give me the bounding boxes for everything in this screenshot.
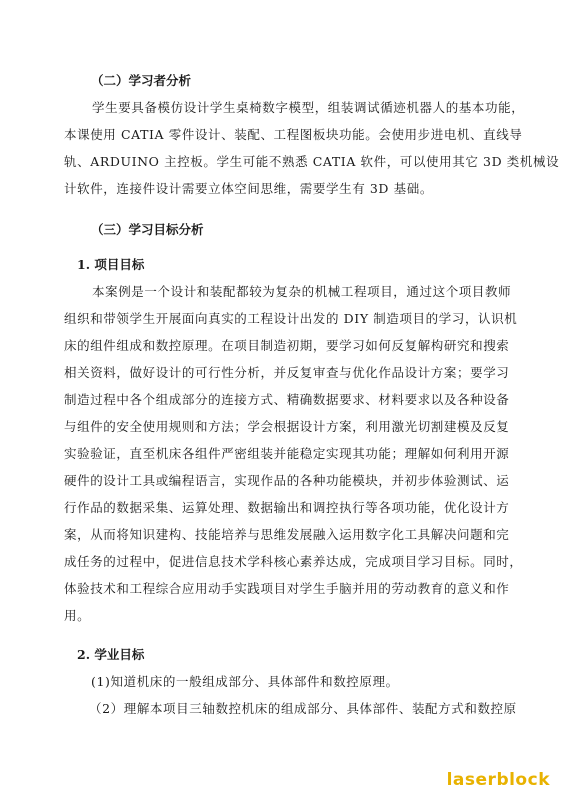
project-paragraph-line: 本案例是一个设计和装配都较为复杂的机械工程项目，通过这个项目教师 (92, 284, 512, 299)
project-paragraph-line: 组织和带领学生开展面向真实的工程设计出发的 DIY 制造项目的学习，认识机 (64, 311, 518, 326)
project-paragraph-line: 案，从而将知识建构、技能培养与思维发展融入运用数字化工具解决问题和完 (64, 527, 510, 542)
project-paragraph-line: 实验验证，直至机床各组件严密组装并能稳定实现其功能；理解如何利用开源 (64, 446, 510, 461)
project-paragraph-line: 硬件的设计工具或编程语言，实现作品的各种功能模块，并初步体验测试、运 (64, 473, 510, 488)
learner-paragraph-line: 轨、ARDUINO 主控板。学生可能不熟悉 CATIA 软件，可以使用其它 3D 类机械设 (64, 154, 560, 169)
project-paragraph-line: 与组件的安全使用规则和方法；学会根据设计方案，利用激光切割建模及反复 (64, 419, 510, 434)
project-paragraph-line: 体验技术和工程综合应用动手实践项目对学生手脑并用的劳动教育的意义和作 (64, 581, 510, 596)
learner-paragraph-line: 本课使用 CATIA 零件设计、装配、工程图板块功能。会使用步进电机、直线导 (64, 127, 523, 142)
project-paragraph-line: 相关资料，做好设计的可行性分析，并反复审查与优化作品设计方案；要学习 (64, 365, 510, 380)
learner-paragraph-line: 计软件，连接件设计需要立体空间思维，需要学生有 3D 基础。 (64, 181, 433, 196)
project-paragraph-line: 制造过程中各个组成部分的连接方式、精确数据要求、材料要求以及各种设备 (64, 392, 510, 407)
learner-paragraph-line: 学生要具备模仿设计学生桌椅数字模型，组装调试循迹机器人的基本功能， (92, 100, 525, 115)
academic-goal-heading: 2. 学业目标 (77, 647, 145, 662)
section-learner-heading: （二）学习者分析 (91, 73, 192, 88)
academic-item: （2）理解本项目三轴数控机床的组成部分、具体部件、装配方式和数控原 (89, 701, 517, 716)
project-paragraph-line: 床的组件组成和数控原理。在项目制造初期，要学习如何反复解构研究和搜索 (64, 338, 510, 353)
section-goals-heading: （三）学习目标分析 (91, 222, 204, 237)
watermark-logo: laserblock (446, 770, 550, 790)
academic-item: (1)知道机床的一般组成部分、具体部件和数控原理。 (91, 674, 399, 689)
project-paragraph-line: 成任务的过程中，促进信息技术学科核心素养达成，完成项目学习目标。同时， (64, 554, 523, 569)
project-paragraph-line: 用。 (64, 608, 91, 623)
project-paragraph-line: 行作品的数据采集、运算处理、数据输出和调控执行等各项功能，优化设计方 (64, 500, 510, 515)
project-goal-heading: 1. 项目目标 (77, 257, 145, 272)
